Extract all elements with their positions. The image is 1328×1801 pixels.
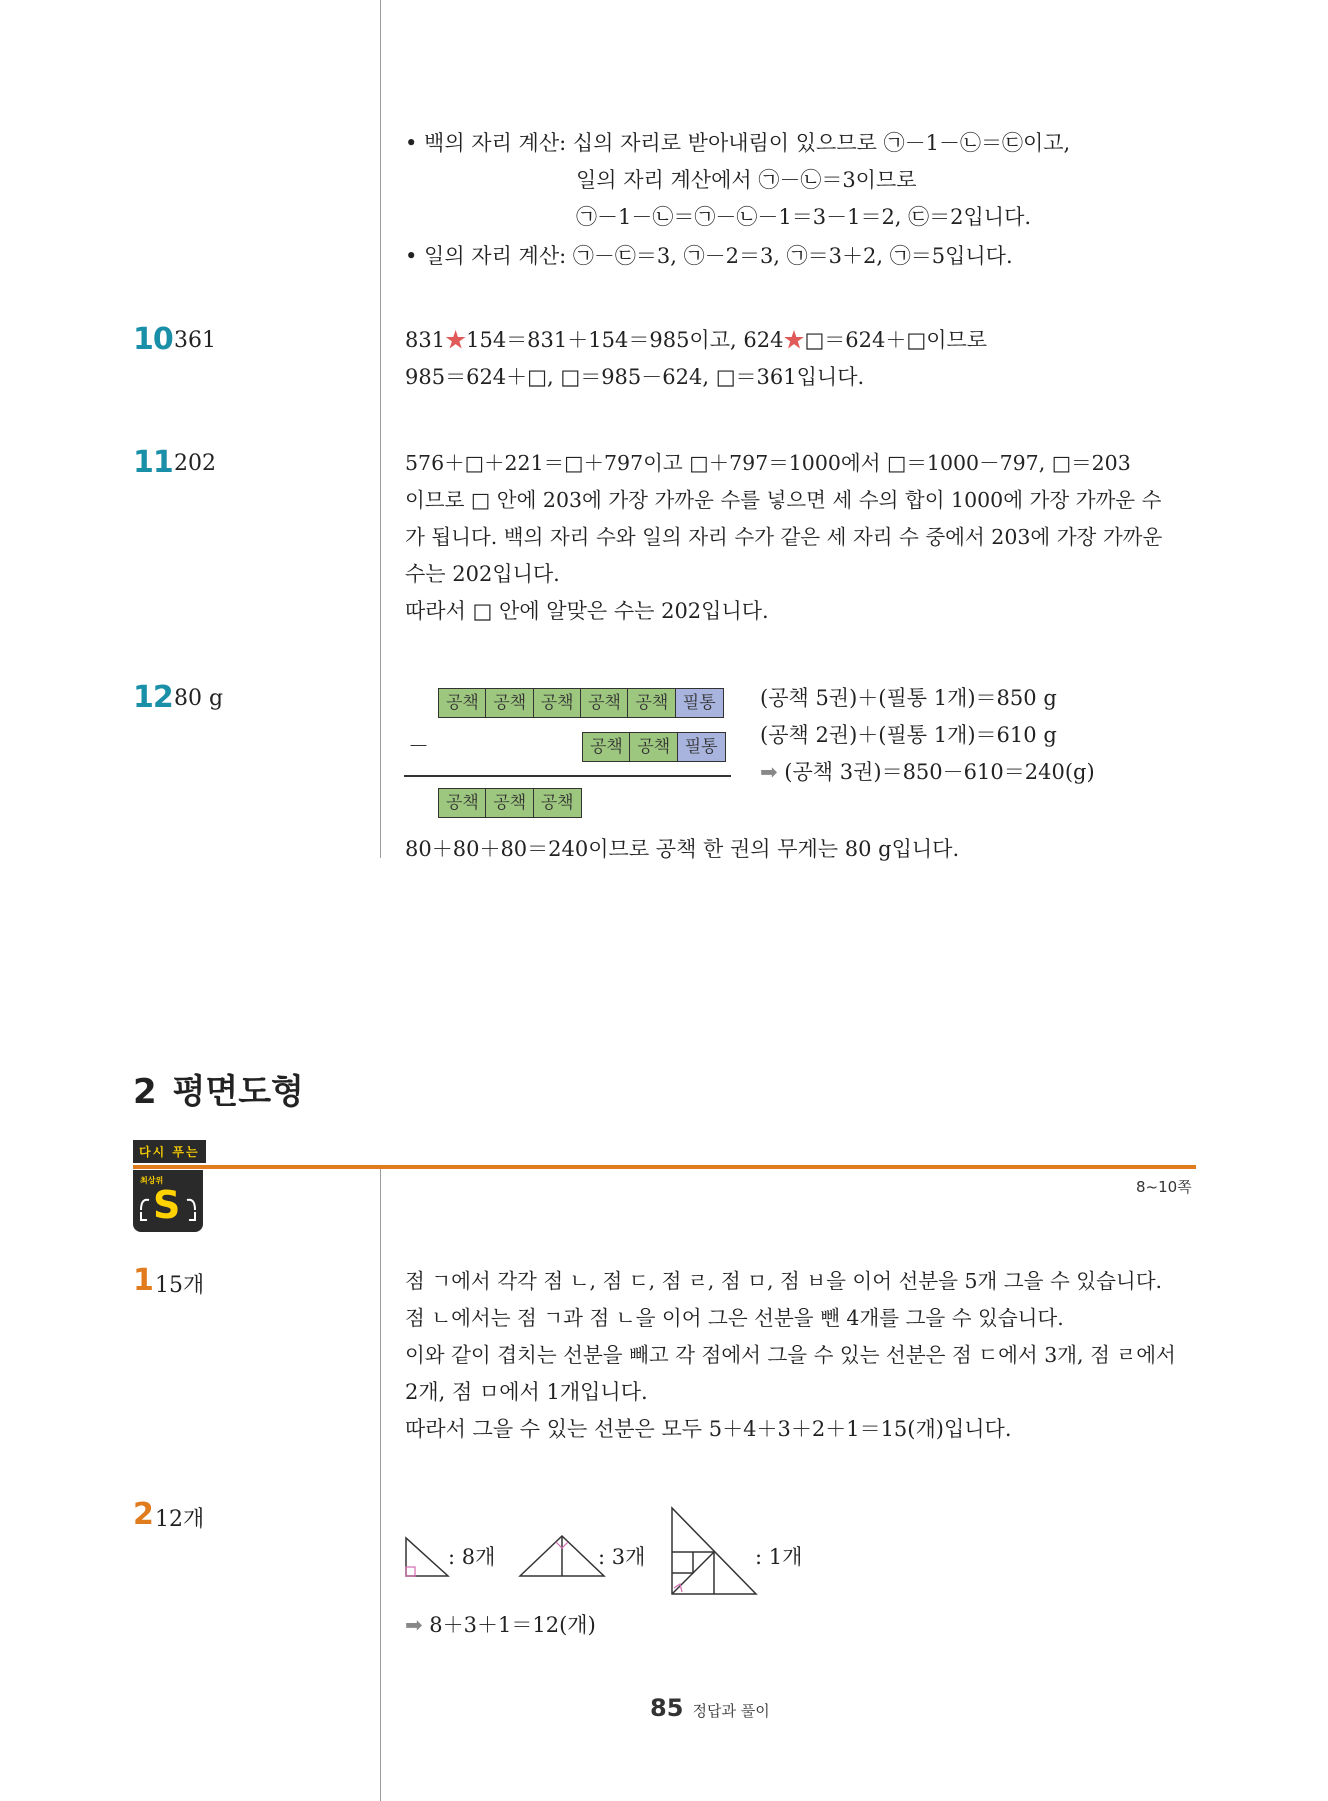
c2q2-number: 2 <box>133 1497 153 1532</box>
chapter-number: 2 <box>133 1072 157 1112</box>
right-arrow-icon: ➡ <box>405 1613 423 1637</box>
q12-eq3-row <box>760 754 1095 791</box>
notebook-box: 공책 <box>627 688 676 718</box>
pencil-case-box: 필통 <box>675 688 724 718</box>
weight-diagram-row3 <box>438 788 580 818</box>
minus-sign: － <box>408 734 429 758</box>
c2q1-line2: 점 ㄴ에서는 점 ㄱ과 점 ㄴ을 이어 그은 선분을 뺀 4개를 그을 수 있습니다. <box>405 1306 1064 1330</box>
q12-answer: 80 g <box>174 686 224 711</box>
notebook-box: 공책 <box>629 732 678 762</box>
chapter-title: 평면도형 <box>172 1072 304 1112</box>
notebook-box: 공책 <box>533 788 582 818</box>
notebook-box: 공책 <box>485 688 534 718</box>
right-arrow-icon: ➡ <box>760 760 778 784</box>
weight-diagram-row1 <box>438 688 722 718</box>
c2q1-line1: 점 ㄱ에서 각각 점 ㄴ, 점 ㄷ, 점 ㄹ, 점 ㅁ, 점 ㅂ을 이어 선분을 5개 그을 수 있습니다. <box>405 1269 1163 1293</box>
notebook-box: 공책 <box>533 688 582 718</box>
large-triangle-figure <box>670 1506 760 1598</box>
q11-line1: 576＋□＋221＝□＋797이고 □＋797＝1000에서 □＝1000－797, □＝203 <box>405 451 1131 475</box>
q12-eq3: (공책 3권)＝850－610＝240(g) <box>784 760 1095 784</box>
small-right-triangle-figure <box>404 1536 454 1578</box>
p9-line3: ㉠－1－㉡＝㉠－㉡－1＝3－1＝2, ㉢＝2입니다. <box>576 205 1032 229</box>
q11-answer: 202 <box>174 451 216 476</box>
page-range: 8~10쪽 <box>1136 1178 1192 1196</box>
c2q1-line5: 따라서 그을 수 있는 선분은 모두 5＋4＋3＋2＋1＝15(개)입니다. <box>405 1417 1012 1441</box>
page-footer <box>650 1694 770 1722</box>
q11-line3: 가 됩니다. 백의 자리 수와 일의 자리 수가 같은 세 자리 수 중에서 203에 가장 가까운 <box>405 525 1163 549</box>
c2q2-answer: 12개 <box>155 1507 205 1532</box>
notebook-box: 공책 <box>485 788 534 818</box>
notebook-box: 공책 <box>438 688 487 718</box>
c2q1-line4: 2개, 점 ㅁ에서 1개입니다. <box>405 1380 648 1404</box>
q11-number: 11 <box>133 445 173 480</box>
pencil-case-box: 필통 <box>677 732 726 762</box>
subtraction-line <box>404 775 731 777</box>
q10-line1: 831★154＝831＋154＝985이고, 624★□＝624＋□이므로 <box>405 328 988 352</box>
c2q2-result: 8＋3＋1＝12(개) <box>429 1613 596 1637</box>
c2q1-number: 1 <box>133 1263 153 1298</box>
review-badge-label: 다시 푸는 <box>133 1140 206 1163</box>
c2q2-count1: : 8개 <box>448 1545 496 1569</box>
c2q2-count2: : 3개 <box>598 1545 646 1569</box>
q10-answer: 361 <box>174 328 216 353</box>
c2q2-count3: : 1개 <box>755 1545 803 1569</box>
weight-diagram-row2 <box>582 732 724 762</box>
p9-line2: 일의 자리 계산에서 ㉠－㉡＝3이므로 <box>576 168 917 192</box>
notebook-box: 공책 <box>438 788 487 818</box>
q11-line5: 따라서 □ 안에 알맞은 수는 202입니다. <box>405 599 769 623</box>
top-level-s-logo <box>133 1170 203 1232</box>
q10-number: 10 <box>133 322 173 357</box>
star-icon: ★ <box>445 328 467 352</box>
orange-rule <box>133 1165 1196 1169</box>
q12-eq2: (공책 2권)＋(필통 1개)＝610 g <box>760 723 1057 747</box>
chapter-heading <box>133 1064 304 1113</box>
isosceles-triangle-figure <box>518 1534 608 1578</box>
q12-eq1: (공책 5권)＋(필통 1개)＝850 g <box>760 686 1057 710</box>
c2q2-result-row <box>405 1607 596 1644</box>
badge-letter: S <box>153 1183 181 1227</box>
q12-conclusion: 80＋80＋80＝240이므로 공책 한 권의 무게는 80 g입니다. <box>405 837 960 861</box>
q12-number: 12 <box>133 680 173 715</box>
p9-line4: • 일의 자리 계산: ㉠－㉢＝3, ㉠－2＝3, ㉠＝3＋2, ㉠＝5입니다. <box>405 244 1013 268</box>
column-divider-bottom <box>380 1168 381 1801</box>
badge-small-label: 최상위 <box>140 1176 164 1185</box>
q10-line2: 985＝624＋□, □＝985－624, □＝361입니다. <box>405 365 865 389</box>
notebook-box: 공책 <box>580 688 629 718</box>
c2q1-answer: 15개 <box>155 1273 205 1298</box>
page-number: 85 <box>650 1694 684 1722</box>
notebook-box: 공책 <box>582 732 631 762</box>
q11-line4: 수는 202입니다. <box>405 562 560 586</box>
c2q1-line3: 이와 같이 겹치는 선분을 빼고 각 점에서 그을 수 있는 선분은 점 ㄷ에서 3개, 점 ㄹ에서 <box>405 1343 1176 1367</box>
p9-line1: • 백의 자리 계산: 십의 자리로 받아내림이 있으므로 ㉠－1－㉡＝㉢이고, <box>405 131 1071 155</box>
q11-line2: 이므로 □ 안에 203에 가장 가까운 수를 넣으면 세 수의 합이 1000에 가장 가까운 수 <box>405 488 1162 512</box>
star-icon: ★ <box>783 328 805 352</box>
column-divider-top <box>380 0 381 858</box>
footer-label: 정답과 풀이 <box>692 1702 770 1720</box>
